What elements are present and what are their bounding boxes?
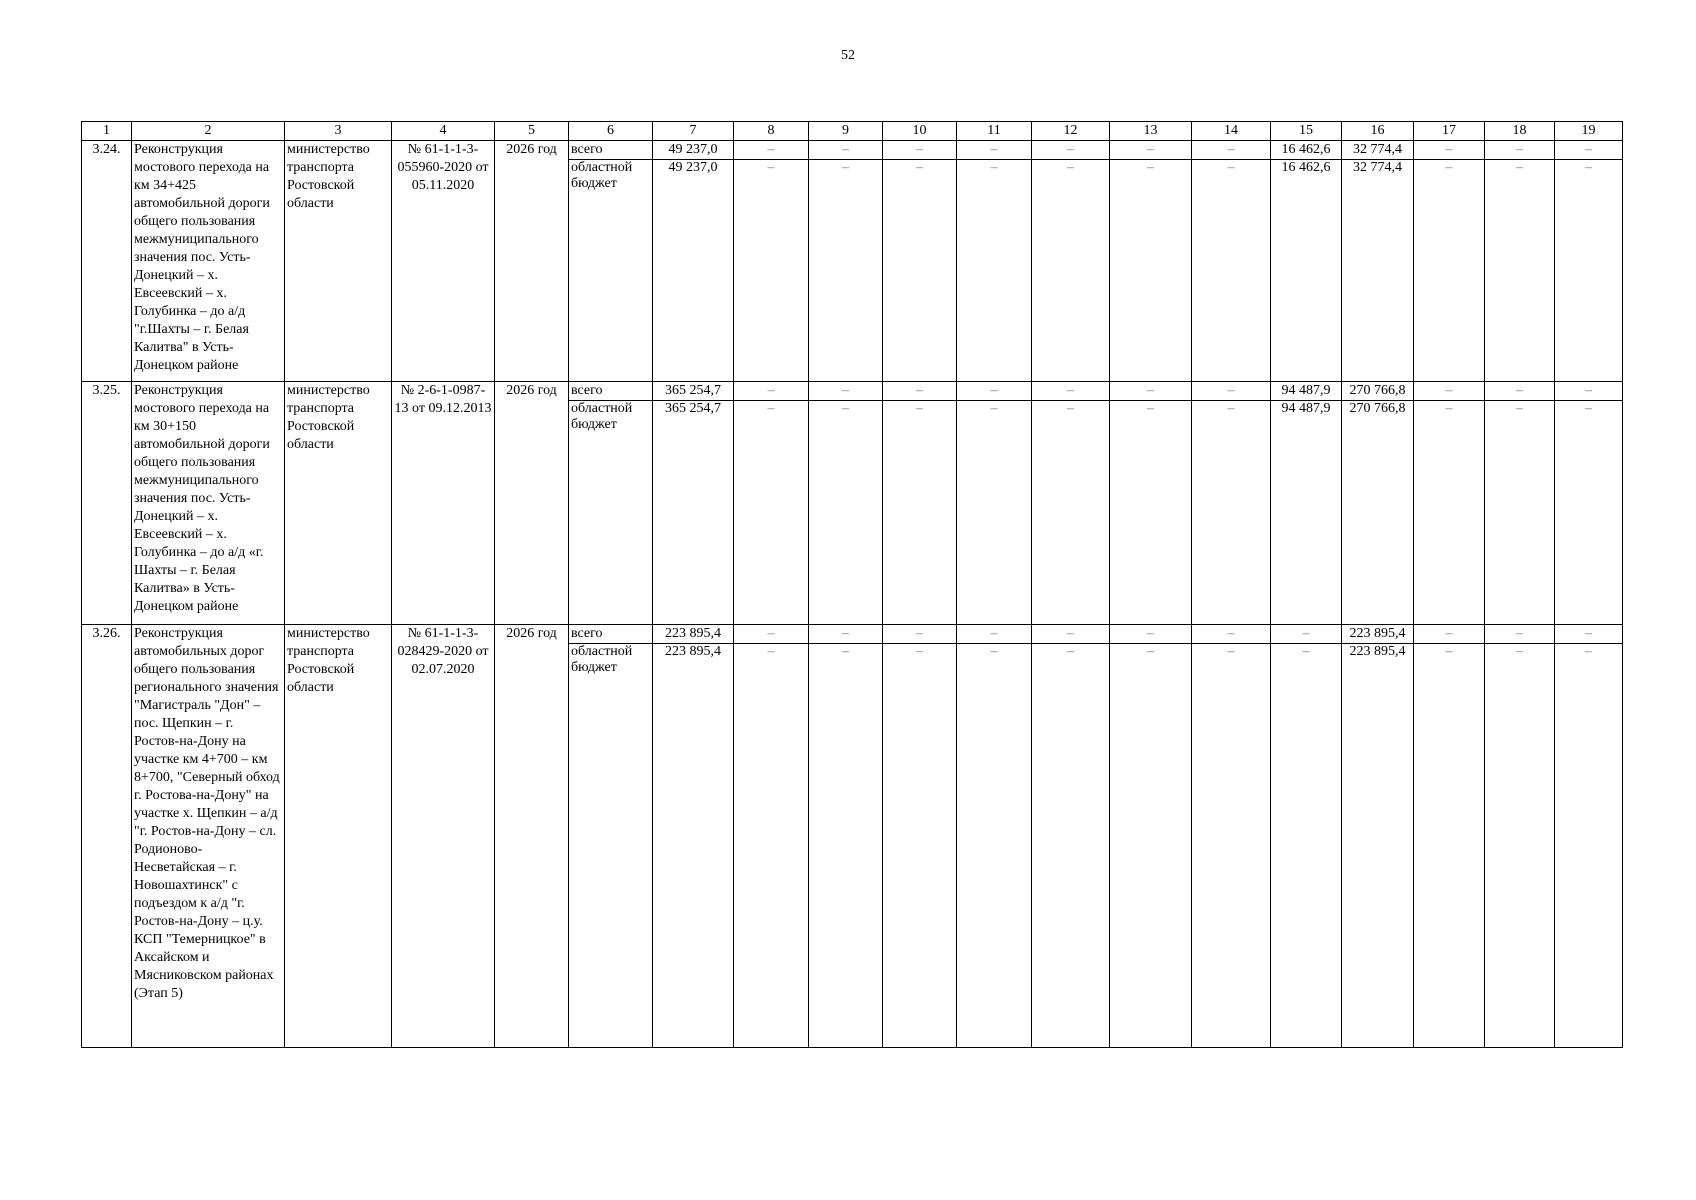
empty-value: – <box>1032 644 1110 1048</box>
amount-value: 270 766,8 <box>1342 382 1414 401</box>
amount-value: 94 487,9 <box>1271 401 1342 625</box>
completion-year: 2026 год <box>495 625 569 1048</box>
empty-value: – <box>1032 382 1110 401</box>
empty-value: – <box>957 382 1032 401</box>
column-header: 12 <box>1032 122 1110 141</box>
row-number: 3.24. <box>82 141 132 382</box>
empty-value: – <box>809 401 883 625</box>
empty-value: – <box>1032 160 1110 382</box>
amount-value: 270 766,8 <box>1342 401 1414 625</box>
empty-value: – <box>1555 644 1623 1048</box>
responsible-org: министерство транспорта Ростовской области <box>285 141 392 382</box>
column-header: 16 <box>1342 122 1414 141</box>
empty-value: – <box>1555 141 1623 160</box>
empty-value: – <box>1110 401 1192 625</box>
responsible-org: министерство транспорта Ростовской области <box>285 382 392 625</box>
amount-value: 32 774,4 <box>1342 141 1414 160</box>
amount-value: 32 774,4 <box>1342 160 1414 382</box>
empty-value: – <box>1485 401 1555 625</box>
empty-value: – <box>809 625 883 644</box>
empty-value: – <box>1555 625 1623 644</box>
funding-source: областной бюджет <box>569 644 653 1048</box>
empty-value: – <box>883 141 957 160</box>
column-header: 5 <box>495 122 569 141</box>
table-row <box>82 625 1623 644</box>
empty-value: – <box>957 160 1032 382</box>
column-header: 2 <box>132 122 285 141</box>
amount-value: 49 237,0 <box>653 160 734 382</box>
column-header: 1 <box>82 122 132 141</box>
column-header: 18 <box>1485 122 1555 141</box>
table-row <box>82 382 1623 401</box>
empty-value: – <box>734 141 809 160</box>
empty-value: – <box>809 141 883 160</box>
empty-value: – <box>734 644 809 1048</box>
table-row <box>82 141 1623 160</box>
empty-value: – <box>734 625 809 644</box>
funding-source: всего <box>569 141 653 160</box>
column-header: 19 <box>1555 122 1623 141</box>
column-header: 7 <box>653 122 734 141</box>
funding-source: всего <box>569 625 653 644</box>
amount-value: 223 895,4 <box>1342 644 1414 1048</box>
empty-value: – <box>1414 141 1485 160</box>
column-header: 9 <box>809 122 883 141</box>
column-header: 10 <box>883 122 957 141</box>
empty-value: – <box>809 644 883 1048</box>
amount-value: 49 237,0 <box>653 141 734 160</box>
object-name: Реконструкция мостового перехода на км 34+425 автомобильной дороги общего пользования межмуниципального значения пос. Усть-Донецкий – х. Евсеевский – х. Голубинка – до а/д "г.Шахты – г. Белая Калитва" в Усть-Донецком районе <box>132 141 285 382</box>
empty-value: – <box>734 401 809 625</box>
empty-value: – <box>809 160 883 382</box>
funding-source: областной бюджет <box>569 160 653 382</box>
empty-value: – <box>1555 160 1623 382</box>
budget-table <box>81 121 1623 1048</box>
amount-value: 223 895,4 <box>1342 625 1414 644</box>
amount-value: 16 462,6 <box>1271 141 1342 160</box>
empty-value: – <box>809 382 883 401</box>
empty-value: – <box>1414 401 1485 625</box>
empty-value: – <box>1485 382 1555 401</box>
amount-value: 16 462,6 <box>1271 160 1342 382</box>
responsible-org: министерство транспорта Ростовской области <box>285 625 392 1048</box>
header-row <box>82 122 1623 141</box>
empty-value: – <box>734 382 809 401</box>
empty-value: – <box>1032 401 1110 625</box>
empty-value: – <box>1032 625 1110 644</box>
empty-value: – <box>883 401 957 625</box>
completion-year: 2026 год <box>495 141 569 382</box>
empty-value: – <box>1555 401 1623 625</box>
empty-value: – <box>1485 141 1555 160</box>
empty-value: – <box>1192 625 1271 644</box>
column-header: 8 <box>734 122 809 141</box>
amount-value: 223 895,4 <box>653 625 734 644</box>
amount-value: 365 254,7 <box>653 382 734 401</box>
empty-value: – <box>1485 160 1555 382</box>
page-number: 52 <box>841 48 855 63</box>
empty-value: – <box>1414 382 1485 401</box>
empty-value: – <box>883 644 957 1048</box>
empty-value: – <box>1192 382 1271 401</box>
empty-value: – <box>1555 382 1623 401</box>
empty-value: – <box>1192 401 1271 625</box>
document-number: № 61-1-1-3-028429-2020 от 02.07.2020 <box>392 625 495 1048</box>
document-number: № 61-1-1-3-055960-2020 от 05.11.2020 <box>392 141 495 382</box>
empty-value: – <box>1192 160 1271 382</box>
amount-value: 365 254,7 <box>653 401 734 625</box>
empty-value: – <box>1110 382 1192 401</box>
object-name: Реконструкция автомобильных дорог общего пользования регионального значения "Магистраль "Дон" – пос. Щепкин – г. Ростов-на-Дону на участке км 4+700 – км 8+700, "Северный обход г. Ростова-на-Дону" на участке х. Щепкин – а/д "г. Ростов-на-Дону – сл. Родионово-Несветайская – г. Новошахтинск" с подъездом к а/д "г. Ростов-на-Дону – ц.у. КСП "Темерницкое" в Аксайском и Мясниковском районах (Этап 5) <box>132 625 285 1048</box>
empty-value: – <box>1110 141 1192 160</box>
column-header: 14 <box>1192 122 1271 141</box>
empty-value: – <box>734 160 809 382</box>
empty-value: – <box>883 160 957 382</box>
empty-value: – <box>1110 625 1192 644</box>
table-header <box>82 122 1623 141</box>
empty-value: – <box>1485 625 1555 644</box>
amount-value: 223 895,4 <box>653 644 734 1048</box>
completion-year: 2026 год <box>495 382 569 625</box>
row-number: 3.25. <box>82 382 132 625</box>
empty-value: – <box>1110 644 1192 1048</box>
column-header: 17 <box>1414 122 1485 141</box>
empty-value: – <box>1110 160 1192 382</box>
empty-value: – <box>1414 160 1485 382</box>
empty-value: – <box>957 401 1032 625</box>
empty-value: – <box>1414 644 1485 1048</box>
column-header: 3 <box>285 122 392 141</box>
row-number: 3.26. <box>82 625 132 1048</box>
empty-value: – <box>1485 644 1555 1048</box>
column-header: 15 <box>1271 122 1342 141</box>
table-body <box>82 141 1623 1048</box>
empty-value: – <box>883 625 957 644</box>
empty-value: – <box>957 625 1032 644</box>
empty-value: – <box>1271 644 1342 1048</box>
empty-value: – <box>1271 625 1342 644</box>
empty-value: – <box>1192 141 1271 160</box>
amount-value: 94 487,9 <box>1271 382 1342 401</box>
funding-source: всего <box>569 382 653 401</box>
object-name: Реконструкция мостового перехода на км 30+150 автомобильной дороги общего пользования межмуниципального значения пос. Усть-Донецкий – х. Евсеевский – х. Голубинка – до а/д «г. Шахты – г. Белая Калитва» в Усть-Донецком районе <box>132 382 285 625</box>
funding-source: областной бюджет <box>569 401 653 625</box>
empty-value: – <box>1192 644 1271 1048</box>
document-number: № 2-6-1-0987-13 от 09.12.2013 <box>392 382 495 625</box>
column-header: 4 <box>392 122 495 141</box>
column-header: 13 <box>1110 122 1192 141</box>
empty-value: – <box>1032 141 1110 160</box>
empty-value: – <box>957 141 1032 160</box>
empty-value: – <box>883 382 957 401</box>
column-header: 11 <box>957 122 1032 141</box>
empty-value: – <box>957 644 1032 1048</box>
column-header: 6 <box>569 122 653 141</box>
empty-value: – <box>1414 625 1485 644</box>
